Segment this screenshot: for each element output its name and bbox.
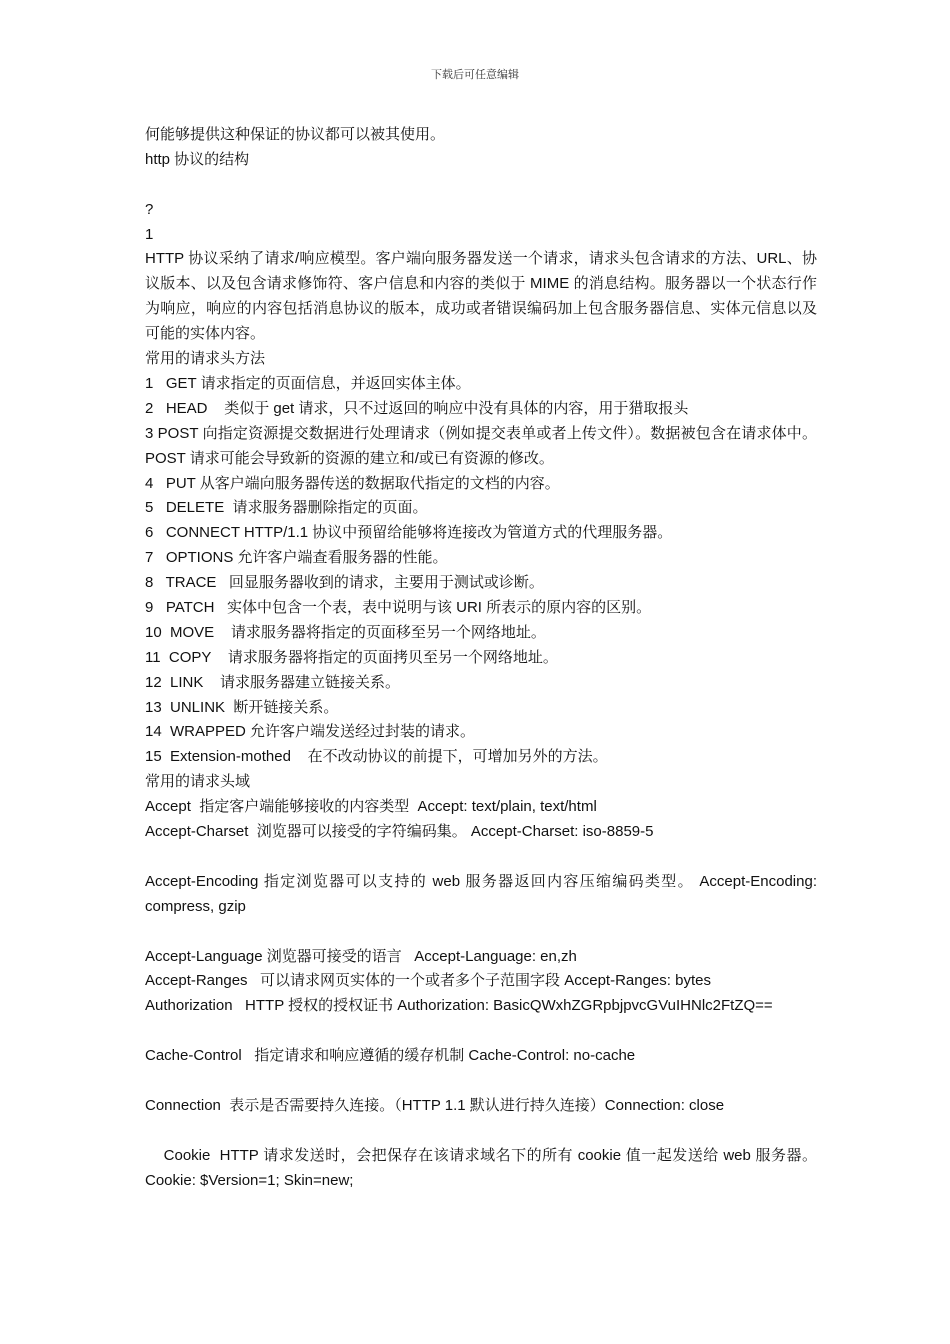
header-field-item: Accept-Ranges 可以请求网页实体的一个或者多个子范围字段 Accept-Ranges: bytes — [145, 972, 711, 990]
document-body — [145, 123, 822, 1193]
method-item: 1 GET 请求指定的页面信息，并返回实体主体。 — [145, 374, 471, 392]
method-item: 13 UNLINK 断开链接关系。 — [145, 698, 339, 716]
header-field-item: Connection 表示是否需要持久连接。（HTTP 1.1 默认进行持久连接）Connection: close — [145, 1096, 725, 1114]
method-item: 6 CONNECT HTTP/1.1 协议中预留给能够将连接改为管道方式的代理服务器。 — [145, 524, 673, 542]
header-field-item: Cookie HTTP 请求发送时，会把保存在该请求域名下的所有 cookie 值一起发送给 web 服务器。 Cookie: $Version=1; Skin=new; — [145, 1146, 822, 1189]
method-item: 11 COPY 请求服务器将指定的页面拷贝至另一个网络地址。 — [145, 648, 558, 666]
section-title: http 协议的结构 — [145, 150, 250, 168]
blank-line — [145, 845, 817, 870]
method-item: 14 WRAPPED 允许客户端发送经过封装的请求。 — [145, 723, 476, 741]
header-field-item: Accept 指定客户端能够接收的内容类型 Accept: text/plain, text/html — [145, 798, 597, 816]
text-line: 1 — [145, 225, 154, 243]
method-item: 3 POST 向指定资源提交数据进行处理请求（例如提交表单或者上传文件）。数据被包含在请求体中。POST 请求可能会导致新的资源的建立和/或已有资源的修改。 — [145, 424, 817, 467]
header-field-item: Accept-Language 浏览器可接受的语言 Accept-Language: en,zh — [145, 947, 577, 965]
method-item: 2 HEAD 类似于 get 请求，只不过返回的响应中没有具体的内容，用于猎取报头 — [145, 399, 689, 417]
method-item: 8 TRACE 回显服务器收到的请求，主要用于测试或诊断。 — [145, 574, 544, 592]
method-item: 12 LINK 请求服务器建立链接关系。 — [145, 673, 401, 691]
header-field-item: Authorization HTTP 授权的授权证书 Authorization: BasicQWxhZGRpbjpvcGVuIHNlc2FtZQ== — [145, 997, 773, 1015]
text-line: 何能够提供这种保证的协议都可以被其使用。 — [145, 126, 446, 143]
header-field-item: Cache-Control 指定请求和响应遵循的缓存机制 Cache-Control: no-cache — [145, 1047, 636, 1065]
page-header: 下载后可任意编辑 — [431, 69, 519, 81]
section-title: 常用的请求头域 — [145, 773, 251, 791]
method-item: 7 OPTIONS 允许客户端查看服务器的性能。 — [145, 549, 448, 567]
method-item: 4 PUT 从客户端向服务器传送的数据取代指定的文档的内容。 — [145, 474, 560, 492]
blank-line — [145, 1119, 817, 1144]
blank-line — [145, 173, 817, 198]
blank-line — [145, 920, 817, 945]
blank-line — [145, 1019, 817, 1044]
paragraph-model: HTTP 协议采纳了请求/响应模型。客户端向服务器发送一个请求，请求头包含请求的方法、URL、协议版本、以及包含请求修饰符、客户信息和内容的类似于 MIME 的消息结构。服务器以一个状态行作为响应，响应的内容包括消息协议的版本，成功或者错误编码加上包含服务器信息、实体元信息以及可能的实体内容。 — [145, 250, 817, 343]
header-field-item: Accept-Charset 浏览器可以接受的字符编码集。 Accept-Charset: iso-8859-5 — [145, 823, 654, 841]
method-item: 10 MOVE 请求服务器将指定的页面移至另一个网络地址。 — [145, 623, 546, 641]
section-title: 常用的请求头方法 — [145, 350, 266, 368]
blank-line — [145, 1069, 817, 1094]
method-item: 15 Extension-mothed 在不改动协议的前提下，可增加另外的方法。 — [145, 748, 608, 766]
method-item: 5 DELETE 请求服务器删除指定的页面。 — [145, 499, 428, 517]
header-field-item: Accept-Encoding 指定浏览器可以支持的 web 服务器返回内容压缩编码类型。 Accept-Encoding: compress, gzip — [145, 872, 817, 915]
text-line: ? — [145, 200, 154, 218]
method-item: 9 PATCH 实体中包含一个表，表中说明与该 URI 所表示的原内容的区别。 — [145, 599, 652, 617]
